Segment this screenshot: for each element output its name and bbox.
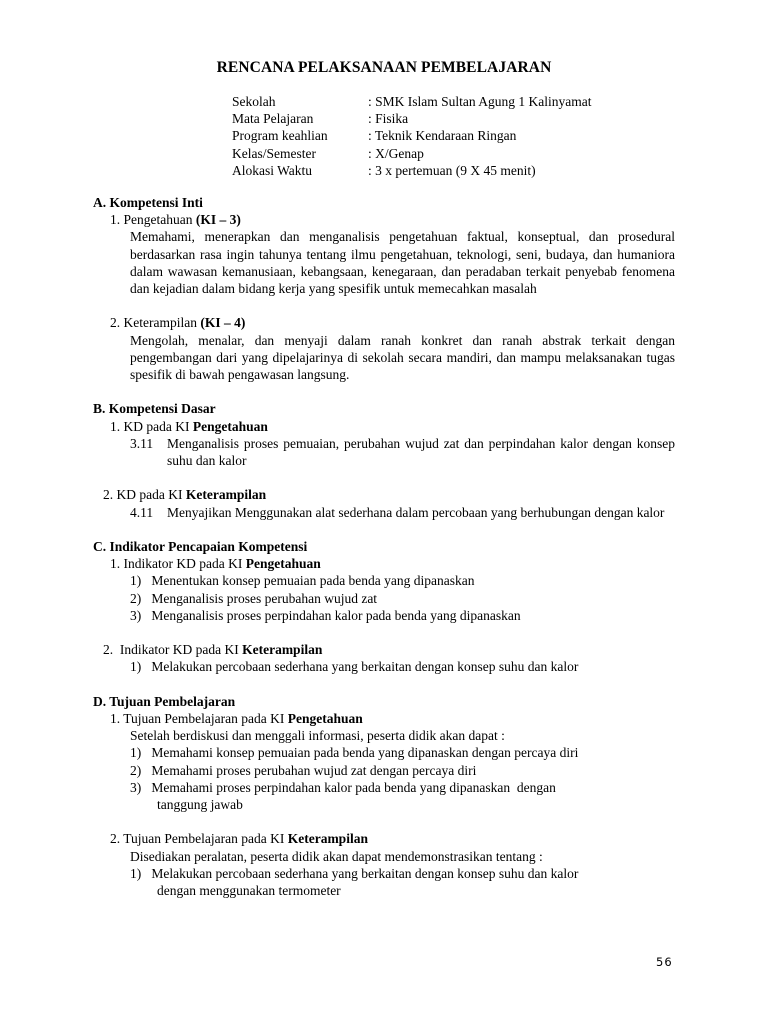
list-item: 2) Menganalisis proses perubahan wujud zat xyxy=(130,590,378,606)
info-label: Sekolah xyxy=(232,94,276,109)
identity-table xyxy=(232,93,592,179)
info-row-alokasi-waktu xyxy=(232,162,592,179)
kd-4-11-item xyxy=(130,504,675,521)
info-label: Mata Pelajaran xyxy=(232,111,314,127)
list-item-continuation: tanggung jawab xyxy=(157,797,243,813)
list-item: 3) Menganalisis proses perpindahan kalor pada benda yang dipanaskan xyxy=(130,607,521,623)
tujuan-keterampilan-subheading xyxy=(110,830,675,847)
tujuan-pengetahuan-bold: Pengetahuan xyxy=(287,711,363,726)
info-row-program-keahlian xyxy=(232,127,592,144)
tujuan-keterampilan-intro: Disediakan peralatan, peserta didik akan dapat mendemonstrasikan tentang : xyxy=(130,848,543,864)
tujuan-pengetahuan-intro: Setelah berdiskusi dan menggali informasi, peserta didik akan dapat : xyxy=(130,728,505,744)
kd-3-11-number: 3.11 xyxy=(130,435,154,451)
list-item: 2) Memahami proses perubahan wujud zat dengan percaya diri xyxy=(130,762,477,778)
kd-keterampilan-subheading xyxy=(103,486,675,503)
list-item: 1) Menentukan konsep pemuaian pada benda yang dipanaskan xyxy=(130,573,475,589)
section-c-heading: C. Indikator Pencapaian Kompetensi xyxy=(93,539,308,554)
tujuan-pengetahuan-subheading xyxy=(110,710,675,727)
page-number: 56 xyxy=(656,955,673,969)
list-item: 3) Memahami proses perpindahan kalor pada benda yang dipanaskan dengan xyxy=(130,779,556,795)
info-row-sekolah xyxy=(232,93,592,110)
indikator-pengetahuan-text: 1. Indikator KD pada KI xyxy=(110,556,246,572)
ki4-subheading xyxy=(110,314,675,331)
info-row-kelas-semester xyxy=(232,145,592,162)
indikator-pengetahuan-bold: Pengetahuan xyxy=(245,556,321,572)
kd-pengetahuan-bold: Pengetahuan xyxy=(192,418,268,434)
section-b-heading: B. Kompetensi Dasar xyxy=(93,401,216,417)
list-item: 1) Melakukan percobaan sederhana yang berkaitan dengan konsep suhu dan kalor xyxy=(130,659,579,675)
tujuan-keterampilan-text: 2. Tujuan Pembelajaran pada KI xyxy=(110,831,288,847)
ki3-code: (KI – 3) xyxy=(195,212,241,228)
indikator-keterampilan-bold: Keterampilan xyxy=(242,642,323,658)
tujuan-pengetahuan-text: 1. Tujuan Pembelajaran pada KI xyxy=(110,711,288,726)
kd-3-11-text: Menganalisis proses pemuaian, perubahan wujud zat dan perpindahan kalor dengan konsep suhu dan kalor xyxy=(167,435,675,469)
section-d-heading: D. Tujuan Pembelajaran xyxy=(93,693,236,709)
list-item: 1) Memahami konsep pemuaian pada benda yang dipanaskan dengan percaya diri xyxy=(130,745,579,761)
indikator-keterampilan-subheading xyxy=(103,641,675,658)
info-value: : X/Genap xyxy=(368,145,424,161)
info-label: Alokasi Waktu xyxy=(232,162,313,178)
document-title: RENCANA PELAKSANAAN PEMBELAJARAN xyxy=(216,59,552,76)
section-a-heading: A. Kompetensi Inti xyxy=(93,195,203,210)
kd-pengetahuan-text: 1. KD pada KI xyxy=(110,418,193,434)
kd-3-11-item xyxy=(130,435,675,469)
list-item-continuation: dengan menggunakan termometer xyxy=(157,883,341,899)
ki3-paragraph: Memahami, menerapkan dan menganalisis pengetahuan faktual, konseptual, dan prosedural berdasarkan rasa ingin tahunya tentang ilmu pengetahuan, teknologi, seni, budaya, dan humaniora dalam wawasan kemanusiaan, kebangsaan, kenegaraan, dan peradaban terkait penyebab fenomena dan kejadian dalam bidang kerja yang spesifik untuk memecahkan masalah xyxy=(130,229,675,297)
ki4-code: (KI – 4) xyxy=(200,315,246,331)
tujuan-keterampilan-bold: Keterampilan xyxy=(287,831,368,847)
indikator-keterampilan-text: 2. Indikator KD pada KI xyxy=(103,642,243,658)
ki4-paragraph: Mengolah, menalar, dan menyaji dalam ranah konkret dan ranah abstrak terkait dengan pengembangan dari yang dipelajarinya di sekolah secara mandiri, dan mampu melaksanakan tugas spesifik di bawah pengawasan langsung. xyxy=(130,332,675,383)
info-row-mata-pelajaran xyxy=(232,110,592,127)
document-body xyxy=(93,194,675,899)
ki3-subheading-text: 1. Pengetahuan xyxy=(110,212,196,228)
info-value: : SMK Islam Sultan Agung 1 Kalinyamat xyxy=(368,94,592,109)
indikator-pengetahuan-subheading xyxy=(110,555,675,572)
info-value: : 3 x pertemuan (9 X 45 menit) xyxy=(368,162,536,178)
kd-4-11-text: Menyajikan Menggunakan alat sederhana dalam percobaan yang berhubungan dengan kalor xyxy=(167,504,665,520)
ki4-subheading-text: 2. Keterampilan xyxy=(110,315,201,331)
info-value: : Teknik Kendaraan Ringan xyxy=(368,128,517,144)
kd-keterampilan-bold: Keterampilan xyxy=(185,487,267,503)
ki3-subheading xyxy=(110,211,675,228)
info-label: Program keahlian xyxy=(232,128,328,144)
info-label: Kelas/Semester xyxy=(232,145,316,161)
kd-4-11-number: 4.11 xyxy=(130,504,154,520)
kd-pengetahuan-subheading xyxy=(110,418,675,435)
info-value: : Fisika xyxy=(368,111,409,127)
kd-keterampilan-text: 2. KD pada KI xyxy=(103,487,186,503)
list-item: 1) Melakukan percobaan sederhana yang berkaitan dengan konsep suhu dan kalor xyxy=(130,865,579,881)
